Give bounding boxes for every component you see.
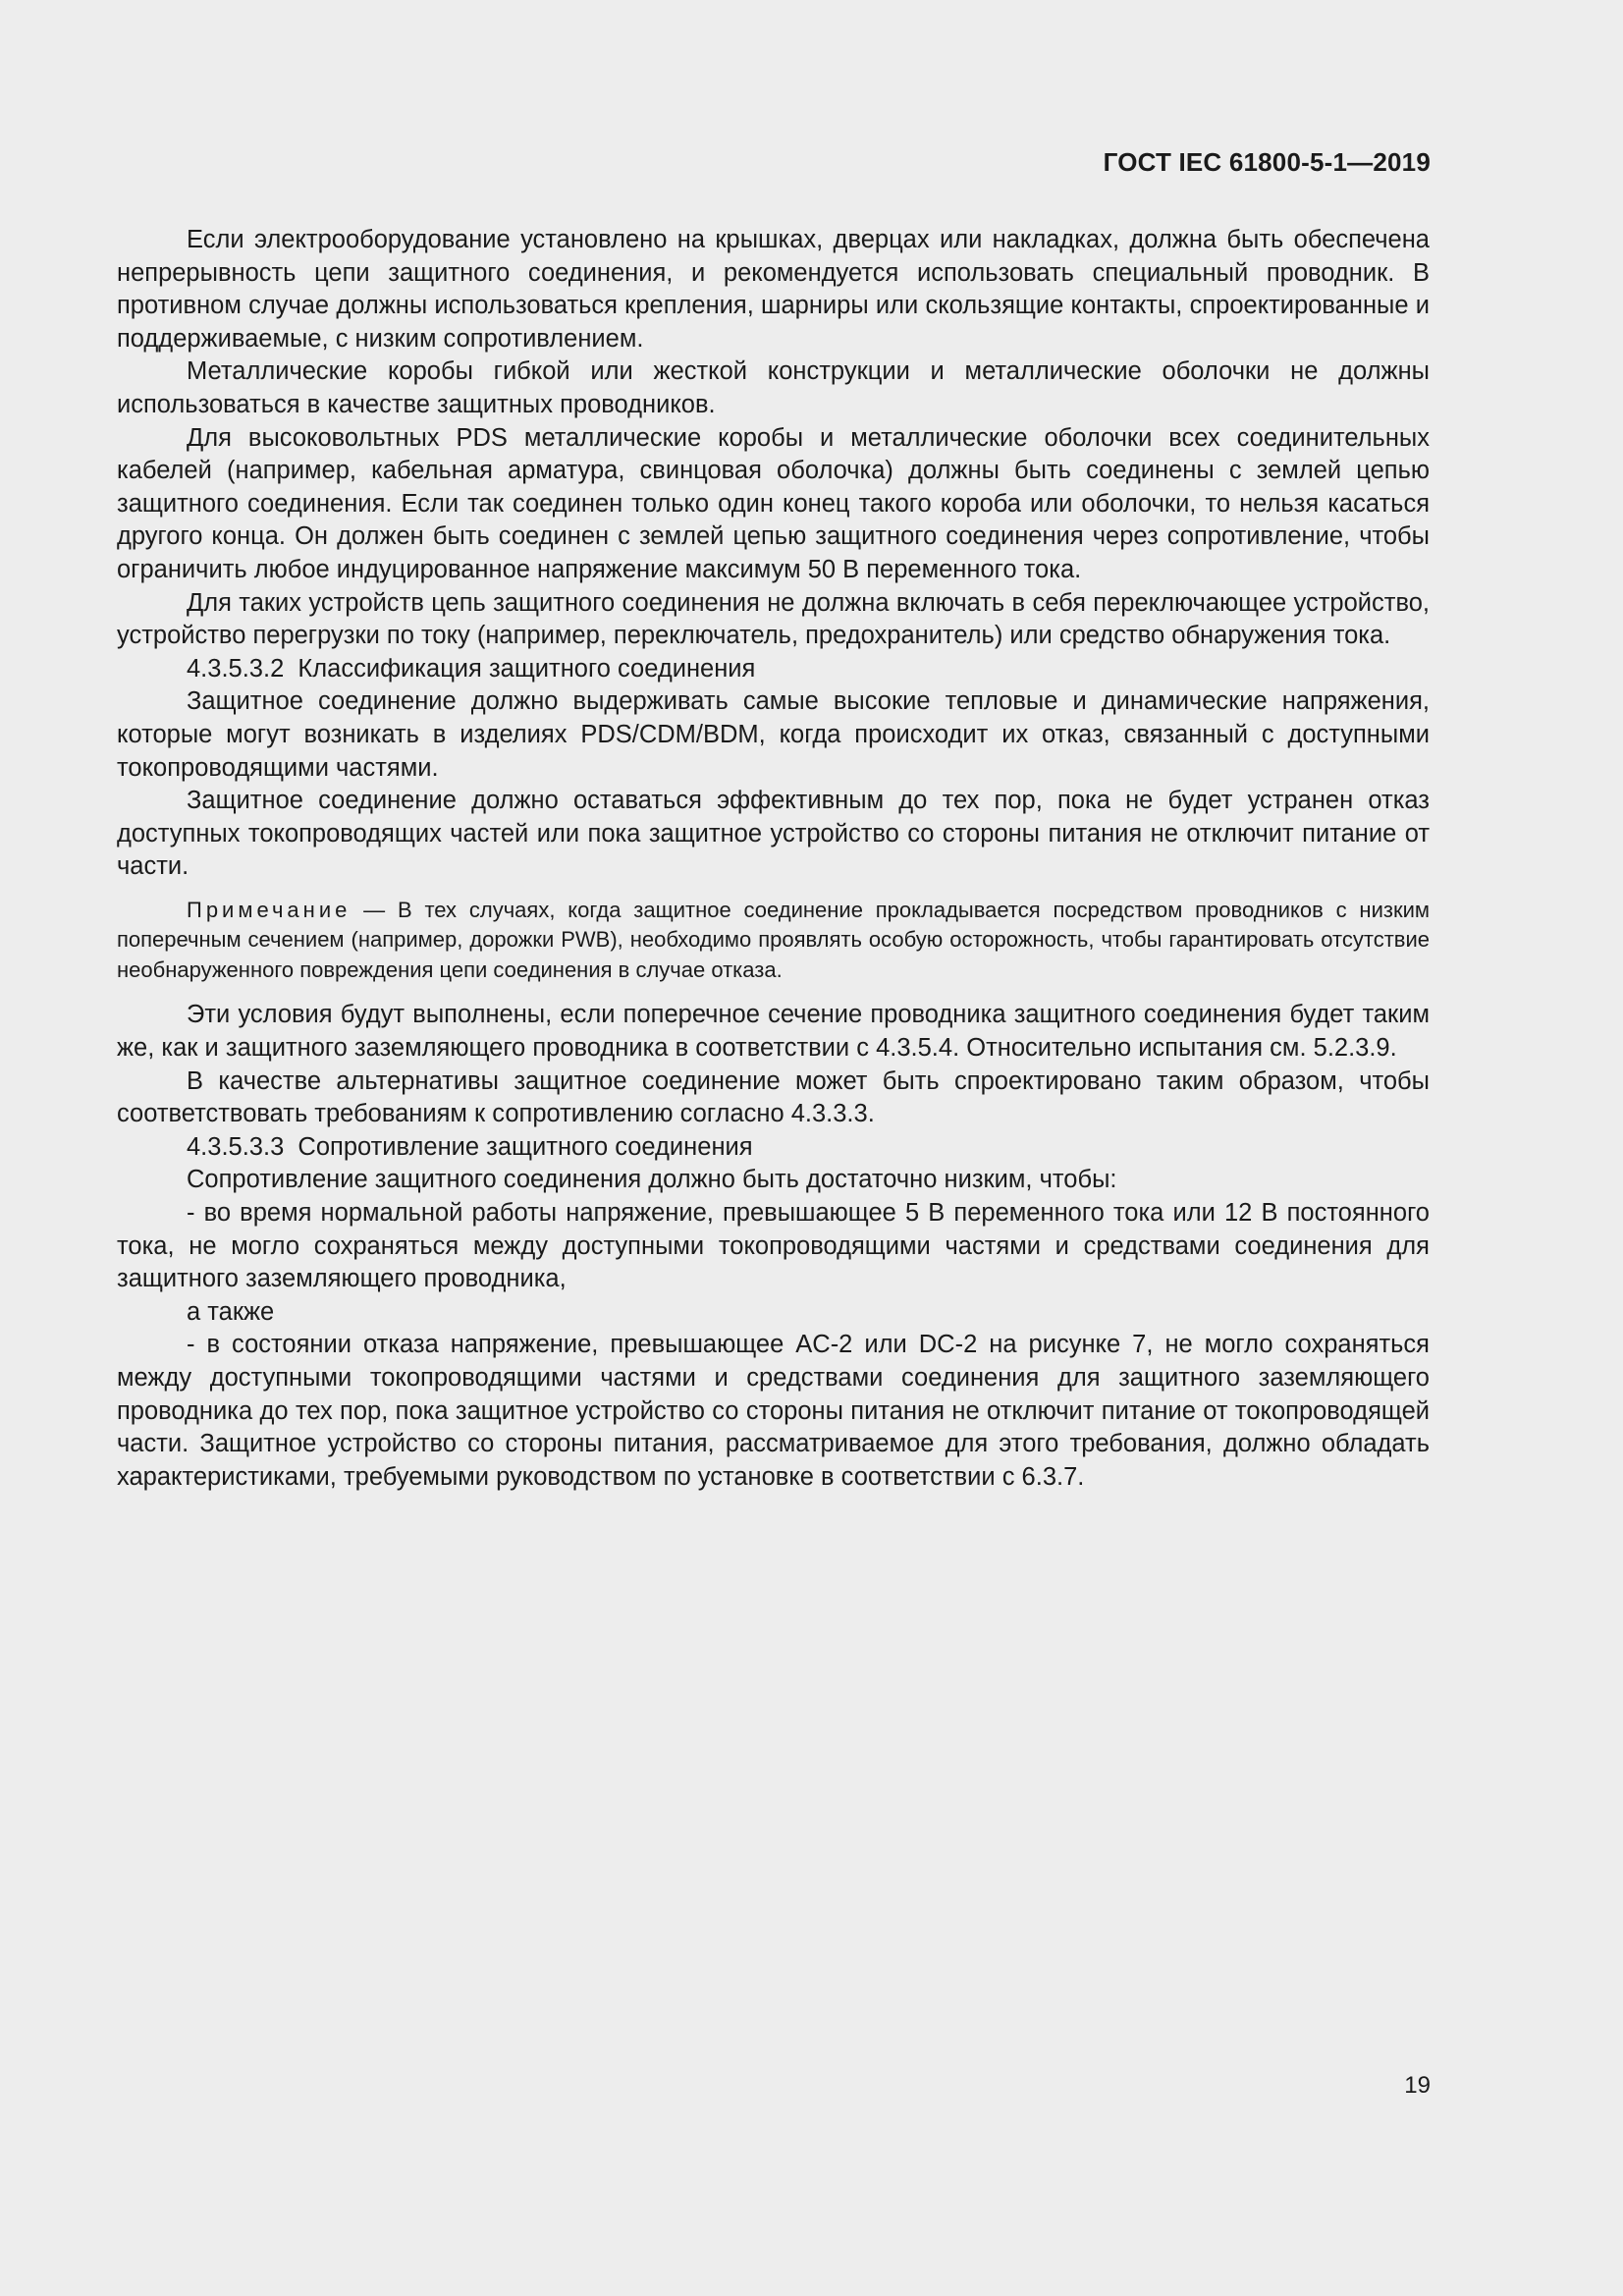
- paragraph: Защитное соединение должно выдерживать самые высокие тепловые и динамические напряжения, которые могут возникать в изделиях PDS/CDM/BDM, когда происходит их отказ, связанный с доступными токопроводящими частями.: [117, 687, 1430, 782]
- paragraph: Если электрооборудование установлено на крышках, дверцах или накладках, должна быть обеспечена непрерывность цепи защитного соединения, и рекомендуется использовать специальный проводник. В противном случае должны использоваться крепления, шарниры или скользящие контакты, спроектированные и поддерживаемые, с низким сопротивлением.: [117, 226, 1430, 353]
- document-header: ГОСТ IEC 61800-5-1—2019: [1103, 147, 1431, 177]
- paragraph: а также: [187, 1297, 275, 1326]
- paragraph: Металлические коробы гибкой или жесткой конструкции и металлические оболочки не должны использоваться в качестве защитных проводников.: [117, 357, 1430, 418]
- paragraph: В качестве альтернативы защитное соединение может быть спроектировано таким образом, чтобы соответствовать требованиям к сопротивлению согласно 4.3.3.3.: [117, 1066, 1430, 1128]
- note: [117, 896, 1430, 986]
- paragraph: Для высоковольтных PDS металлические коробы и металлические оболочки всех соединительных кабелей (например, кабельная арматура, свинцовая оболочка) должны быть соединены с землей цепью защитного соединения. Если так соединен только один конец такого короба или оболочки, то нельзя касаться другого конца. Он должен быть соединен с землей цепью защитного соединения через сопротивление, чтобы ограничить любое индуцированное напряжение максимум 50 В переменного тока.: [117, 423, 1430, 583]
- paragraph: Защитное соединение должно оставаться эффективным до тех пор, пока не будет устранен отказ доступных токопроводящих частей или пока защитное устройство со стороны питания не отключит питание от части.: [117, 787, 1430, 881]
- section-heading-4-3-5-3-3: 4.3.5.3.3 Сопротивление защитного соединения: [187, 1132, 753, 1161]
- section-heading-4-3-5-3-2: 4.3.5.3.2 Классификация защитного соединения: [187, 654, 756, 683]
- note-text: — В тех случаях, когда защитное соединение прокладывается посредством проводников с низким поперечным сечением (например, дорожки PWB), необходимо проявлять особую осторожность, чтобы гарантировать отсутствие необнаруженного повреждения цепи соединения в случае отказа.: [117, 897, 1430, 982]
- note-label: Примечание: [187, 897, 352, 922]
- list-item: - во время нормальной работы напряжение, превышающее 5 В переменного тока или 12 В постоянного тока, не могло сохраняться между доступными токопроводящими частями и средствами соединения для защитного заземляющего проводника,: [117, 1198, 1430, 1293]
- list-item: - в состоянии отказа напряжение, превышающее AC-2 или DC-2 на рисунке 7, не могло сохраняться между доступными токопроводящими частями и средствами соединения для защитного заземляющего проводника до тех пор, пока защитное устройство со стороны питания не отключит питание от токопроводящей части. Защитное устройство со стороны питания, рассматриваемое для этого требования, должно обладать характеристиками, требуемыми руководством по установке в соответствии с 6.3.7.: [117, 1331, 1430, 1491]
- page-number: 19: [1404, 2072, 1431, 2099]
- paragraph: Эти условия будут выполнены, если поперечное сечение проводника защитного соединения будет таким же, как и защитного заземляющего проводника в соответствии с 4.3.5.4. Относительно испытания см. 5.2.3.9.: [117, 1001, 1430, 1062]
- document-body: [117, 224, 1430, 1494]
- paragraph: Сопротивление защитного соединения должно быть достаточно низким, чтобы:: [187, 1166, 1117, 1194]
- paragraph: Для таких устройств цепь защитного соединения не должна включать в себя переключающее устройство, устройство перегрузки по току (например, переключатель, предохранитель) или средство обнаружения тока.: [117, 588, 1430, 650]
